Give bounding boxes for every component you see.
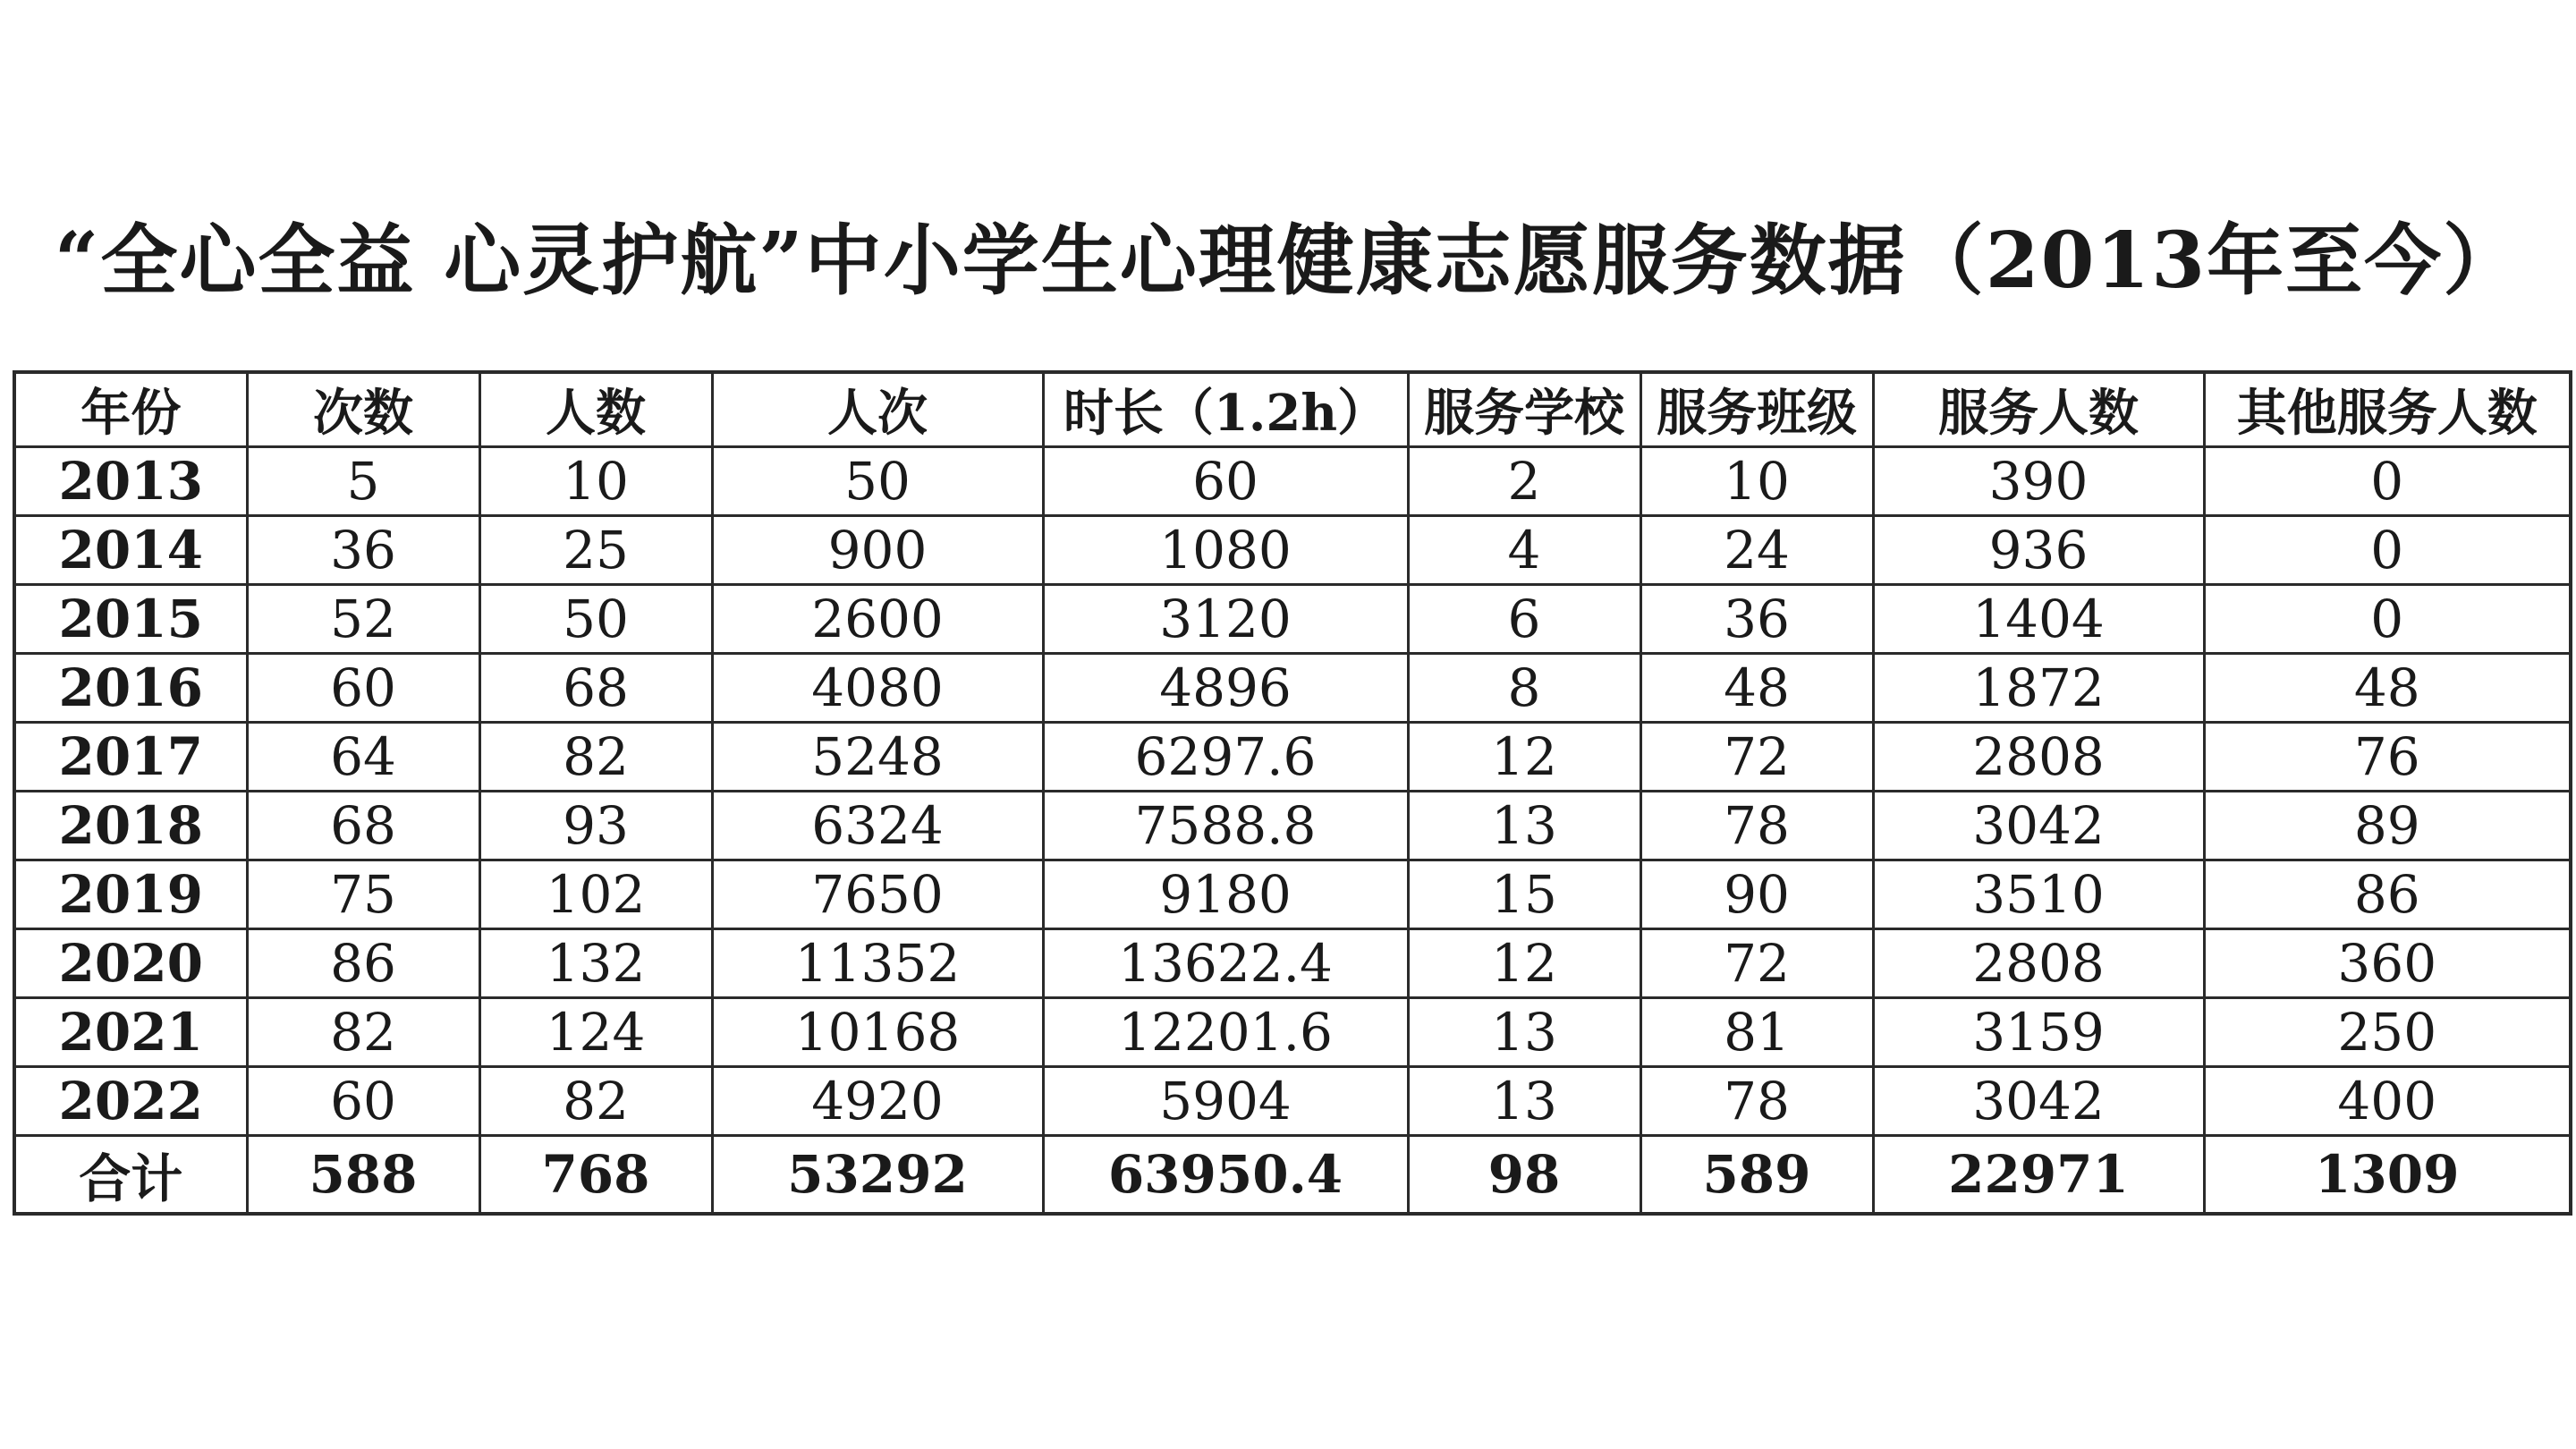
table-cell: 11352 [712,929,1043,998]
table-cell: 13 [1408,792,1640,860]
table-cell: 3120 [1043,585,1408,654]
column-header-year: 年份 [14,372,247,447]
table-cell: 4080 [712,654,1043,723]
table-cell: 2019 [14,860,247,929]
table-cell: 900 [712,516,1043,585]
table-cell: 6324 [712,792,1043,860]
total-cell: 63950.4 [1043,1136,1408,1215]
page-title: “全心全益 心灵护航”中小学生心理健康志愿服务数据（2013年至今） [54,216,2522,306]
total-label: 合计 [14,1136,247,1215]
table-cell: 82 [479,1067,712,1136]
table-cell: 4896 [1043,654,1408,723]
table-cell: 250 [2204,998,2571,1067]
column-header-count: 次数 [247,372,479,447]
table-cell: 90 [1640,860,1873,929]
data-table [13,370,2572,1216]
table-cell: 5248 [712,723,1043,792]
total-cell: 1309 [2204,1136,2571,1215]
table-cell: 13 [1408,1067,1640,1136]
table-cell: 60 [247,1067,479,1136]
table-header-row [14,372,2571,447]
table-cell: 2017 [14,723,247,792]
table-cell: 3159 [1873,998,2204,1067]
table-cell: 36 [1640,585,1873,654]
table-cell: 12 [1408,929,1640,998]
table-cell: 76 [2204,723,2571,792]
column-header-other-served: 其他服务人数 [2204,372,2571,447]
table-cell: 1404 [1873,585,2204,654]
table-cell: 7588.8 [1043,792,1408,860]
table-cell: 13 [1408,998,1640,1067]
table-cell: 64 [247,723,479,792]
column-header-schools: 服务学校 [1408,372,1640,447]
table-cell: 8 [1408,654,1640,723]
table-row [14,860,2571,929]
table-cell: 24 [1640,516,1873,585]
table-cell: 2014 [14,516,247,585]
column-header-duration: 时长（1.2h） [1043,372,1408,447]
table-cell: 86 [2204,860,2571,929]
table-cell: 3042 [1873,792,2204,860]
table-cell: 2808 [1873,723,2204,792]
table-cell: 0 [2204,516,2571,585]
table-cell: 400 [2204,1067,2571,1136]
table-cell: 7650 [712,860,1043,929]
table-row [14,998,2571,1067]
table-cell: 2020 [14,929,247,998]
table-cell: 9180 [1043,860,1408,929]
table-cell: 78 [1640,1067,1873,1136]
table-cell: 5904 [1043,1067,1408,1136]
table-cell: 60 [1043,447,1408,516]
table-cell: 0 [2204,585,2571,654]
total-cell: 22971 [1873,1136,2204,1215]
table-cell: 13622.4 [1043,929,1408,998]
table-cell: 86 [247,929,479,998]
table-cell: 390 [1873,447,2204,516]
table-cell: 2018 [14,792,247,860]
table-cell: 2015 [14,585,247,654]
table-cell: 36 [247,516,479,585]
table-cell: 102 [479,860,712,929]
table-cell: 2808 [1873,929,2204,998]
table-cell: 2013 [14,447,247,516]
total-cell: 588 [247,1136,479,1215]
column-header-person-times: 人次 [712,372,1043,447]
table-cell: 12201.6 [1043,998,1408,1067]
table-cell: 50 [712,447,1043,516]
table-cell: 5 [247,447,479,516]
table-cell: 68 [479,654,712,723]
table-row [14,654,2571,723]
table-cell: 78 [1640,792,1873,860]
table-row [14,585,2571,654]
table-cell: 81 [1640,998,1873,1067]
column-header-classes: 服务班级 [1640,372,1873,447]
table-cell: 10 [479,447,712,516]
table-cell: 4 [1408,516,1640,585]
column-header-served: 服务人数 [1873,372,2204,447]
table-cell: 360 [2204,929,2571,998]
table-row [14,929,2571,998]
table-cell: 3042 [1873,1067,2204,1136]
table-cell: 2600 [712,585,1043,654]
total-cell: 53292 [712,1136,1043,1215]
table-cell: 82 [479,723,712,792]
table-row [14,516,2571,585]
table-cell: 25 [479,516,712,585]
table-cell: 60 [247,654,479,723]
table-row [14,1067,2571,1136]
table-cell: 2016 [14,654,247,723]
table-cell: 1080 [1043,516,1408,585]
table-cell: 124 [479,998,712,1067]
total-cell: 768 [479,1136,712,1215]
table-cell: 12 [1408,723,1640,792]
table-cell: 4920 [712,1067,1043,1136]
table-cell: 10168 [712,998,1043,1067]
table-cell: 52 [247,585,479,654]
table-row [14,447,2571,516]
table-cell: 10 [1640,447,1873,516]
table-cell: 93 [479,792,712,860]
table-cell: 48 [2204,654,2571,723]
table-cell: 72 [1640,723,1873,792]
table-cell: 48 [1640,654,1873,723]
table-row [14,723,2571,792]
table-cell: 82 [247,998,479,1067]
table-cell: 0 [2204,447,2571,516]
total-cell: 589 [1640,1136,1873,1215]
table-cell: 936 [1873,516,2204,585]
table-cell: 50 [479,585,712,654]
table-cell: 3510 [1873,860,2204,929]
table-cell: 15 [1408,860,1640,929]
table-cell: 1872 [1873,654,2204,723]
total-cell: 98 [1408,1136,1640,1215]
column-header-people: 人数 [479,372,712,447]
table-cell: 6 [1408,585,1640,654]
table-cell: 2 [1408,447,1640,516]
table-cell: 6297.6 [1043,723,1408,792]
table-cell: 72 [1640,929,1873,998]
table-cell: 2021 [14,998,247,1067]
table-cell: 68 [247,792,479,860]
table-total-row [14,1136,2571,1215]
table-cell: 2022 [14,1067,247,1136]
table-cell: 132 [479,929,712,998]
table-cell: 75 [247,860,479,929]
table-row [14,792,2571,860]
table-cell: 89 [2204,792,2571,860]
